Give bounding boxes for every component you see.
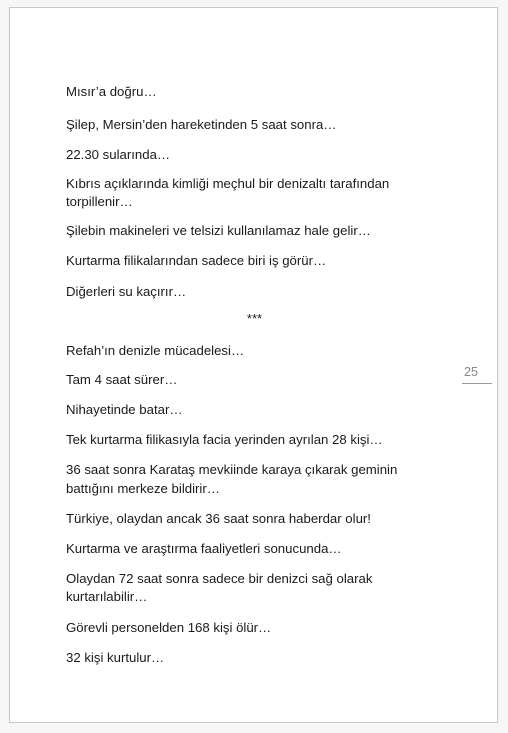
text-line: 22.30 sularında… (66, 147, 171, 162)
text-line: 32 kişi kurtulur… (66, 650, 165, 665)
text-line: kurtarılabilir… (66, 589, 148, 604)
text-line: Şilebin makineleri ve telsizi kullanılamaz hale gelir… (66, 223, 371, 238)
text-line: Kurtarma ve araştırma faaliyetleri sonucunda… (66, 541, 342, 556)
text-line: Kurtarma filikalarından sadece biri iş görür… (66, 253, 327, 268)
text-line: Görevli personelden 168 kişi ölür… (66, 620, 272, 635)
document-page (9, 7, 498, 723)
text-line: Mısır’a doğru… (66, 84, 157, 99)
text-line: battığını merkeze bildirir… (66, 481, 220, 496)
page-number: 25 (464, 365, 478, 379)
text-line: Refah’ın denizle mücadelesi… (66, 343, 245, 358)
text-line: torpillenir… (66, 194, 133, 209)
section-separator: *** (246, 311, 263, 326)
text-line: 36 saat sonra Karataş mevkiinde karaya çıkarak geminin (66, 462, 398, 477)
text-line: Olaydan 72 saat sonra sadece bir denizci sağ olarak (66, 571, 373, 586)
text-line: Nihayetinde batar… (66, 402, 183, 417)
text-line: Tam 4 saat sürer… (66, 372, 178, 387)
text-line: Türkiye, olaydan ancak 36 saat sonra haberdar olur! (66, 511, 371, 526)
page-number-rule (462, 383, 492, 384)
text-line: Kıbrıs açıklarında kimliği meçhul bir denizaltı tarafından (66, 176, 390, 191)
text-line: Tek kurtarma filikasıyla facia yerinden ayrılan 28 kişi… (66, 432, 383, 447)
text-line: Şilep, Mersin’den hareketinden 5 saat sonra… (66, 117, 337, 132)
text-line: Diğerleri su kaçırır… (66, 284, 187, 299)
